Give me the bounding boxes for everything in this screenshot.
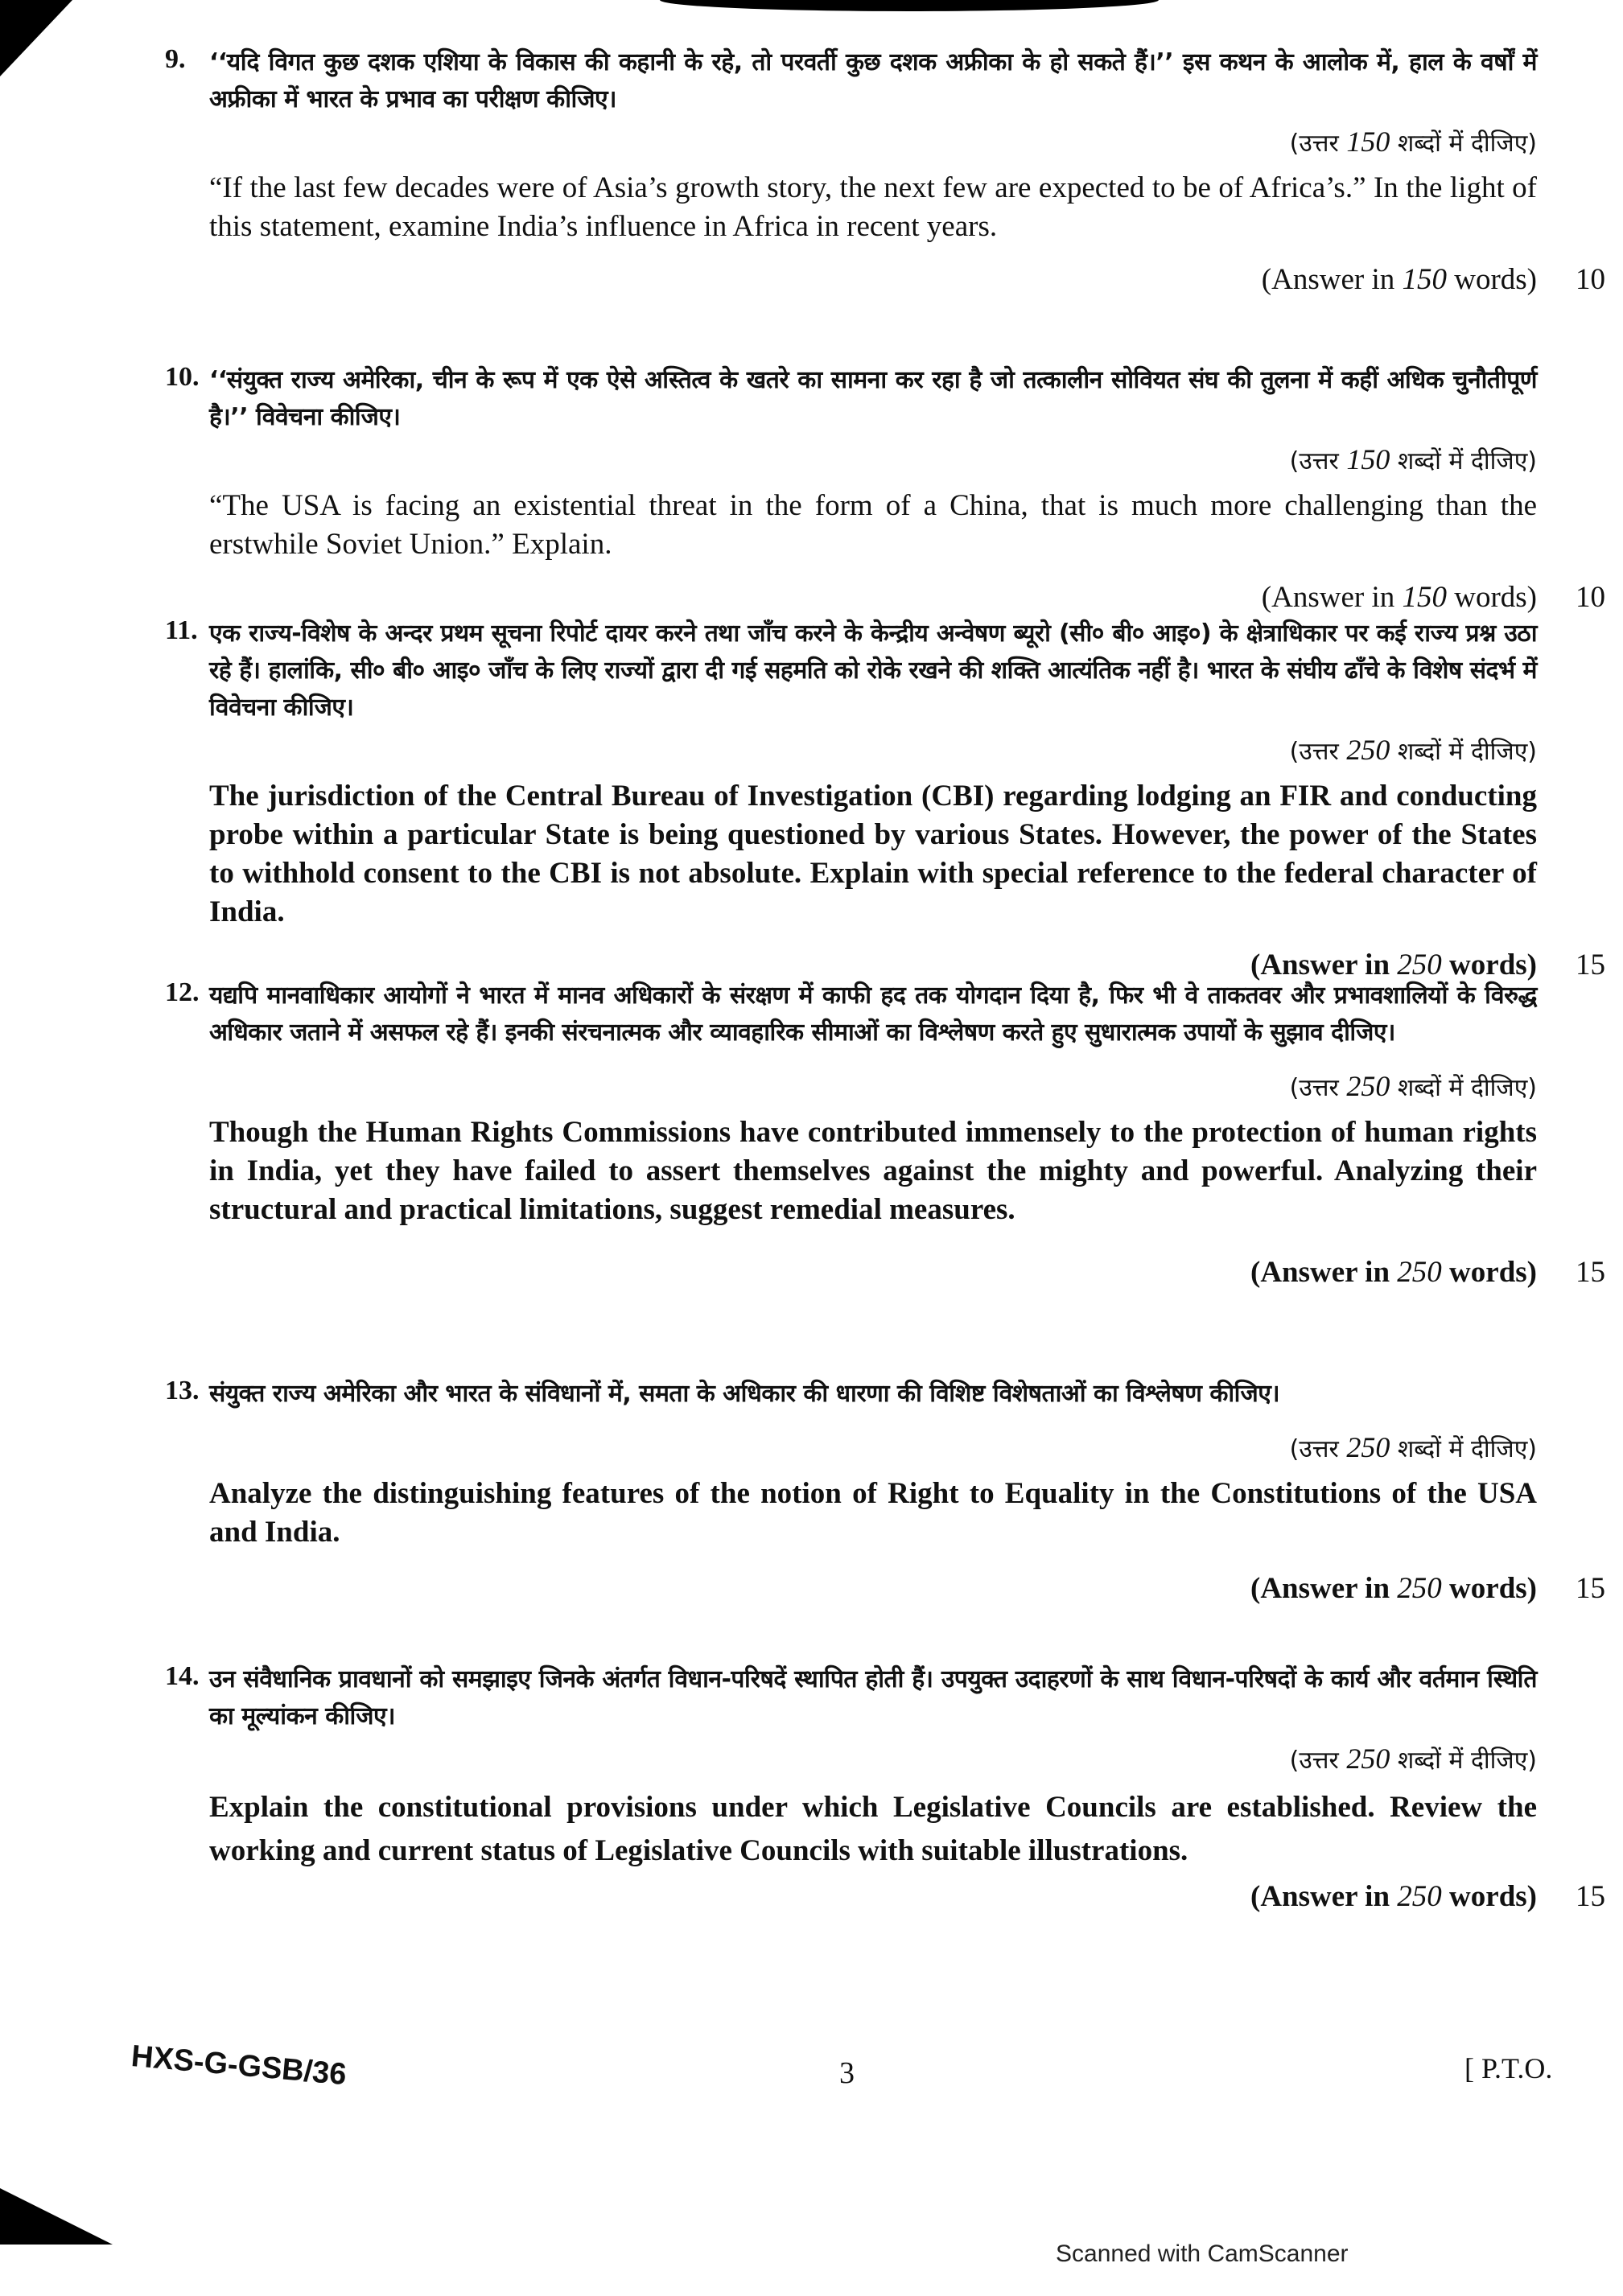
pto-label: [ P.T.O. xyxy=(1464,2052,1553,2084)
scan-shadow-top xyxy=(660,0,1159,11)
question-13 xyxy=(165,1376,1605,1608)
question-text-english: “The USA is facing an existential threat in the form of a China, that is much more challenging than the erstwhile Soviet Union.” Explain. xyxy=(209,489,1537,561)
page-number: 3 xyxy=(839,2056,855,2090)
question-number: 14. xyxy=(165,1661,200,1691)
word-limit-hindi-suffix: शब्दों में दीजिए) xyxy=(1397,738,1537,766)
word-limit-prefix: (Answer in xyxy=(1261,581,1395,614)
word-limit-hindi xyxy=(209,441,1537,480)
word-limit-hindi-number: 250 xyxy=(1346,1070,1390,1102)
scan-shadow-bottom-left xyxy=(0,2188,113,2245)
question-text-english: Though the Human Rights Commissions have contributed immensely to the protection of human rights in India, yet they have failed to assert themselves against the mighty and powerful. Analyzing their structural and practical limitations, suggest remedial measures. xyxy=(209,1116,1537,1226)
word-limit-suffix: words) xyxy=(1449,1880,1537,1913)
word-limit-hindi-suffix: शब्दों में दीजिए) xyxy=(1397,1435,1537,1463)
word-limit-number: 250 xyxy=(1397,948,1442,981)
question-text-english: “If the last few decades were of Asia’s growth story, the next few are expected to be of Africa’s.” In the light of this statement, examine India’s influence in Africa in recent years. xyxy=(209,171,1537,243)
question-text-hindi: एक राज्य-विशेष के अन्दर प्रथम सूचना रिपोर्ट दायर करने तथा जाँच करने के केन्द्रीय अन्वेषण ब्यूरो (सी० बी० आइ०) के क्षेत्राधिकार पर कई राज्य प्रश्न उठा रहे हैं। हालांकि, सी० बी० आइ० जाँच के लिए राज्यों द्वारा दी गई सहमति को रोके रखने की शक्ति आत्यंतिक नहीं है। भारत के संघीय ढाँचे के विशेष संदर्भ में विवेचना कीजिए। xyxy=(209,619,1537,722)
word-limit-hindi-number: 250 xyxy=(1346,1743,1390,1775)
question-number: 11. xyxy=(165,615,198,645)
word-limit-hindi-number: 250 xyxy=(1346,734,1390,766)
word-limit-hindi-prefix: (उत्तर xyxy=(1289,1747,1339,1775)
question-11 xyxy=(165,615,1605,985)
word-limit-hindi-suffix: शब्दों में दीजिए) xyxy=(1397,1074,1537,1102)
question-text-english: The jurisdiction of the Central Bureau of Investigation (CBI) regarding lodging an FIR and conducting probe within a particular State is being questioned by various States. However, the power of the States to withhold consent to the CBI is not absolute. Explain with special reference to the federal character of India. xyxy=(209,780,1537,928)
word-limit-hindi-prefix: (उत्तर xyxy=(1289,1435,1339,1463)
question-text-hindi: यद्यपि मानवाधिकार आयोगों ने भारत में मानव अधिकारों के संरक्षण में काफी हद तक योगदान दिया है, फिर भी वे ताकतवर और प्रभावशालियों के विरुद्ध अधिकार जताने में असफल रहे हैं। इनकी संरचनात्मक और व्यावहारिक सीमाओं का विश्लेषण करते हुए सुधारात्मक उपायों के सुझाव दीजिए। xyxy=(209,981,1537,1047)
scanner-watermark: Scanned with CamScanner xyxy=(1056,2240,1349,2267)
word-limit-hindi-suffix: शब्दों में दीजिए) xyxy=(1397,1747,1537,1775)
question-text-english: Explain the constitutional provisions under which Legislative Councils are established. Review the working and current status of Legislative Councils with suitable illustrations. xyxy=(209,1791,1537,1867)
word-limit-prefix: (Answer in xyxy=(1250,948,1390,981)
word-limit-hindi xyxy=(209,1429,1537,1468)
question-9 xyxy=(165,44,1605,299)
word-limit-hindi-suffix: शब्दों में दीजिए) xyxy=(1397,447,1537,475)
word-limit-hindi-prefix: (उत्तर xyxy=(1289,130,1339,158)
word-limit-hindi xyxy=(209,123,1537,163)
word-limit-suffix: words) xyxy=(1449,1256,1537,1289)
word-limit-hindi-number: 150 xyxy=(1346,125,1390,158)
scan-shadow-top-left xyxy=(0,0,72,76)
word-limit-number: 250 xyxy=(1397,1572,1442,1605)
marks: 10 xyxy=(1576,263,1605,296)
word-limit-hindi xyxy=(209,1068,1537,1107)
word-limit-number: 150 xyxy=(1402,263,1447,296)
word-limit-english xyxy=(209,1878,1605,1916)
word-limit-prefix: (Answer in xyxy=(1250,1256,1390,1289)
word-limit-hindi-prefix: (उत्तर xyxy=(1289,738,1339,766)
word-limit-suffix: words) xyxy=(1449,948,1537,981)
question-14 xyxy=(165,1661,1605,1916)
question-number: 9. xyxy=(165,44,186,74)
question-text-hindi: संयुक्त राज्य अमेरिका और भारत के संविधानों में, समता के अधिकार की धारणा की विशिष्ट विशेषताओं का विश्लेषण कीजिए। xyxy=(209,1380,1280,1408)
word-limit-hindi-suffix: शब्दों में दीजिए) xyxy=(1397,130,1537,158)
question-text-hindi: ‘‘संयुक्त राज्य अमेरिका, चीन के रूप में एक ऐसे अस्तित्व के खतरे का सामना कर रहा है जो तत्कालीन सोवियत संघ की तुलना में कहीं अधिक चुनौतीपूर्ण है।’’ विवेचना कीजिए। xyxy=(209,366,1537,431)
word-limit-hindi-number: 150 xyxy=(1346,443,1390,475)
word-limit-hindi xyxy=(209,731,1537,771)
word-limit-number: 250 xyxy=(1397,1880,1442,1913)
word-limit-hindi-number: 250 xyxy=(1346,1431,1390,1463)
word-limit-suffix: words) xyxy=(1449,1572,1537,1605)
question-text-hindi: ‘‘यदि विगत कुछ दशक एशिया के विकास की कहानी के रहे, तो परवर्ती कुछ दशक अफ्रीका के हो सकते हैं।’’ इस कथन के आलोक में, हाल के वर्षों में अफ्रीका में भारत के प्रभाव का परीक्षण कीजिए। xyxy=(209,48,1537,113)
word-limit-suffix: words) xyxy=(1454,263,1537,296)
word-limit-hindi-prefix: (उत्तर xyxy=(1289,447,1339,475)
question-number: 13. xyxy=(165,1376,200,1405)
word-limit-prefix: (Answer in xyxy=(1250,1572,1390,1605)
marks: 15 xyxy=(1576,1256,1605,1289)
question-12 xyxy=(165,977,1605,1292)
word-limit-number: 250 xyxy=(1397,1256,1442,1289)
question-10 xyxy=(165,362,1605,617)
question-text-hindi: उन संवैधानिक प्रावधानों को समझाइए जिनके अंतर्गत विधान-परिषदें स्थापित होती हैं। उपयुक्त उदाहरणों के साथ विधान-परिषदों के कार्य और वर्तमान स्थिति का मूल्यांकन कीजिए। xyxy=(209,1665,1537,1730)
paper-code: HXS-G-GSB/36 xyxy=(130,2039,348,2092)
question-text-english: Analyze the distinguishing features of the notion of Right to Equality in the Constitutions of the USA and India. xyxy=(209,1477,1537,1549)
word-limit-suffix: words) xyxy=(1454,581,1537,614)
word-limit-number: 150 xyxy=(1402,581,1447,614)
word-limit-prefix: (Answer in xyxy=(1261,263,1395,296)
word-limit-hindi xyxy=(209,1740,1537,1780)
word-limit-hindi-prefix: (उत्तर xyxy=(1289,1074,1339,1102)
marks: 10 xyxy=(1576,581,1605,614)
word-limit-english xyxy=(209,261,1605,299)
word-limit-english xyxy=(209,1570,1605,1608)
question-number: 12. xyxy=(165,977,200,1007)
word-limit-prefix: (Answer in xyxy=(1250,1880,1390,1913)
word-limit-english xyxy=(209,578,1605,617)
marks: 15 xyxy=(1576,1880,1605,1913)
marks: 15 xyxy=(1576,1572,1605,1605)
question-number: 10. xyxy=(165,362,200,392)
marks: 15 xyxy=(1576,948,1605,981)
word-limit-english xyxy=(209,1253,1605,1292)
